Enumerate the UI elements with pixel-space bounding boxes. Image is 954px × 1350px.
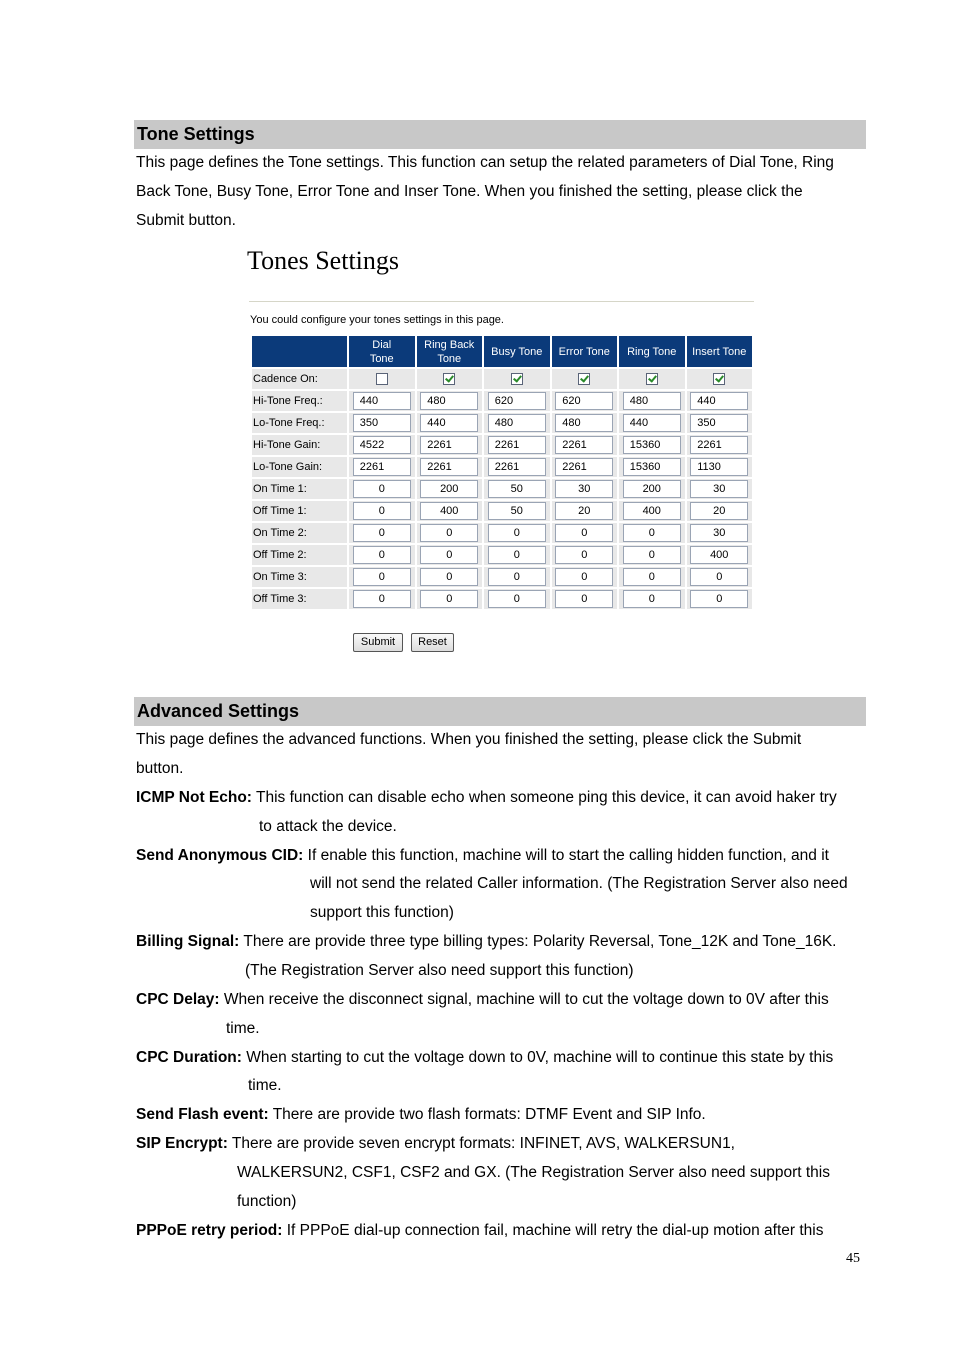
row-label: Off Time 2: <box>252 545 347 565</box>
item-term: ICMP Not Echo: <box>136 789 252 806</box>
tones-header-blank <box>252 336 347 367</box>
row-label: Cadence On: <box>252 369 347 389</box>
item-billing-signal <box>136 927 868 956</box>
tone-value-input[interactable]: 0 <box>690 568 748 586</box>
tone-settings-heading: Tone Settings <box>137 124 255 144</box>
item-term: Send Anonymous CID: <box>136 847 304 864</box>
tone-desc-line-2: Back Tone, Busy Tone, Error Tone and Inser Tone. When you finished the setting, please click the <box>136 183 803 200</box>
tone-value-input[interactable]: 1130 <box>690 458 748 476</box>
tone-value-input[interactable]: 0 <box>623 568 681 586</box>
item-send-anonymous-cid <box>136 841 868 870</box>
tone-value-input[interactable]: 2261 <box>555 458 613 476</box>
page-number: 45 <box>846 1251 860 1266</box>
table-row <box>252 457 752 477</box>
item-term: Send Flash event: <box>136 1106 269 1123</box>
tone-value-input[interactable]: 0 <box>420 568 478 586</box>
item-cpc-duration <box>136 1043 868 1072</box>
tone-value-input[interactable]: 50 <box>488 502 546 520</box>
advanced-settings-header <box>134 697 866 726</box>
tone-value-input[interactable]: 0 <box>488 568 546 586</box>
item-term: CPC Delay: <box>136 991 220 1008</box>
submit-button[interactable]: Submit <box>353 633 403 652</box>
tone-value-input[interactable]: 30 <box>690 480 748 498</box>
item-text-continued: (The Registration Server also need support this function) <box>245 962 634 979</box>
table-row <box>252 567 752 587</box>
item-icmp-not-echo <box>136 783 868 812</box>
tone-value-input[interactable]: 20 <box>690 502 748 520</box>
item-cpc-delay <box>136 985 868 1014</box>
row-label: Lo-Tone Gain: <box>252 457 347 477</box>
tone-value-input[interactable]: 440 <box>623 414 681 432</box>
item-text: If enable this function, machine will to start the calling hidden function, and it <box>307 847 829 864</box>
tones-table-header-row <box>252 336 752 367</box>
item-text-continued: time. <box>226 1020 260 1037</box>
tone-value-input[interactable]: 2261 <box>488 458 546 476</box>
item-text: This function can disable echo when someone ping this device, it can avoid haker try <box>256 789 837 806</box>
tone-desc-line-1: This page defines the Tone settings. This function can setup the related parameters of Dial Tone, Ring <box>136 154 834 171</box>
tone-value-input[interactable]: 200 <box>420 480 478 498</box>
tone-settings-header <box>134 120 866 149</box>
column-header-insert-tone: Insert Tone <box>687 336 753 367</box>
tone-value-input[interactable]: 0 <box>623 546 681 564</box>
cadence-checkbox[interactable] <box>578 373 590 385</box>
tone-value-input[interactable]: 480 <box>420 392 478 410</box>
tones-panel-subtitle: You could configure your tones settings in this page. <box>250 314 504 326</box>
item-term: CPC Duration: <box>136 1049 242 1066</box>
tone-value-input[interactable]: 2261 <box>353 458 411 476</box>
item-term: PPPoE retry period: <box>136 1222 283 1239</box>
advanced-desc-line-1: This page defines the advanced functions. When you finished the setting, please click the Submit <box>136 731 802 748</box>
tones-table <box>250 334 754 611</box>
item-text-continued: time. <box>248 1077 282 1094</box>
table-row <box>252 435 752 455</box>
tone-value-input[interactable]: 0 <box>555 546 613 564</box>
tone-value-input[interactable]: 0 <box>353 546 411 564</box>
reset-button[interactable]: Reset <box>411 633 454 652</box>
tones-panel-title: Tones Settings <box>247 246 400 275</box>
tone-value-input[interactable]: 2261 <box>488 436 546 454</box>
tone-value-input[interactable]: 350 <box>690 414 748 432</box>
row-label: Lo-Tone Freq.: <box>252 413 347 433</box>
item-text-continued: support this function) <box>310 904 454 921</box>
item-send-flash-event <box>136 1100 868 1129</box>
tone-value-input[interactable]: 440 <box>353 392 411 410</box>
table-row-cadence <box>252 369 752 389</box>
item-text: If PPPoE dial-up connection fail, machine will retry the dial-up motion after this <box>286 1222 824 1239</box>
tone-value-input[interactable]: 0 <box>555 568 613 586</box>
tone-value-input[interactable]: 30 <box>690 524 748 542</box>
row-label: Off Time 1: <box>252 501 347 521</box>
advanced-desc-line-2: button. <box>136 760 184 777</box>
tone-value-input[interactable]: 2261 <box>690 436 748 454</box>
item-text: When receive the disconnect signal, machine will to cut the voltage down to 0V after this <box>223 991 829 1008</box>
item-term: SIP Encrypt: <box>136 1135 228 1152</box>
table-row <box>252 545 752 565</box>
row-label: Off Time 3: <box>252 589 347 609</box>
tone-value-input[interactable]: 2261 <box>420 436 478 454</box>
tone-value-input[interactable]: 2261 <box>420 458 478 476</box>
row-label: Hi-Tone Gain: <box>252 435 347 455</box>
tone-settings-description <box>136 148 866 235</box>
item-text-continued: to attack the device. <box>259 818 397 835</box>
item-text: There are provide three type billing types: Polarity Reversal, Tone_12K and Tone_16K. <box>243 933 837 950</box>
tone-value-input[interactable]: 0 <box>353 480 411 498</box>
table-row <box>252 589 752 609</box>
tone-value-input[interactable]: 0 <box>623 590 681 608</box>
row-label: On Time 1: <box>252 479 347 499</box>
tone-value-input[interactable]: 15360 <box>623 436 681 454</box>
tone-value-input[interactable]: 0 <box>488 546 546 564</box>
item-sip-encrypt <box>136 1129 868 1158</box>
cadence-checkbox[interactable] <box>443 373 455 385</box>
table-row <box>252 391 752 411</box>
tone-value-input[interactable]: 0 <box>555 524 613 542</box>
tone-value-input[interactable]: 480 <box>488 414 546 432</box>
tone-value-input[interactable]: 0 <box>623 524 681 542</box>
tone-value-input[interactable]: 620 <box>555 392 613 410</box>
tone-value-input[interactable]: 20 <box>555 502 613 520</box>
item-term: Billing Signal: <box>136 933 240 950</box>
tone-value-input[interactable]: 0 <box>353 502 411 520</box>
tone-value-input[interactable]: 620 <box>488 392 546 410</box>
cadence-checkbox[interactable] <box>511 373 523 385</box>
tone-value-input[interactable]: 400 <box>690 546 748 564</box>
column-header-busy-tone: Busy Tone <box>484 336 550 367</box>
row-label: On Time 2: <box>252 523 347 543</box>
cadence-checkbox[interactable] <box>713 373 725 385</box>
item-text: There are provide two flash formats: DTMF Event and SIP Info. <box>272 1106 706 1123</box>
tone-value-input[interactable]: 480 <box>623 392 681 410</box>
tone-value-input[interactable]: 400 <box>623 502 681 520</box>
tone-value-input[interactable]: 0 <box>420 590 478 608</box>
tone-value-input[interactable]: 400 <box>420 502 478 520</box>
row-label: On Time 3: <box>252 567 347 587</box>
row-label: Hi-Tone Freq.: <box>252 391 347 411</box>
tone-value-input[interactable]: 200 <box>623 480 681 498</box>
tone-value-input[interactable]: 0 <box>353 524 411 542</box>
column-header-ring-back-tone: Ring Back Tone <box>417 336 483 367</box>
cadence-checkbox[interactable] <box>376 373 388 385</box>
tone-desc-line-3: Submit button. <box>136 212 236 229</box>
tone-value-input[interactable]: 0 <box>690 590 748 608</box>
column-header-ring-tone: Ring Tone <box>619 336 685 367</box>
tone-value-input[interactable]: 0 <box>488 590 546 608</box>
item-text-continued: WALKERSUN2, CSF1, CSF2 and GX. (The Registration Server also need support this <box>237 1164 830 1181</box>
tone-value-input[interactable]: 4522 <box>353 436 411 454</box>
tone-value-input[interactable]: 480 <box>555 414 613 432</box>
item-pppoe-retry-period <box>136 1216 868 1245</box>
cadence-checkbox[interactable] <box>646 373 658 385</box>
table-row <box>252 479 752 499</box>
tone-value-input[interactable]: 440 <box>690 392 748 410</box>
table-row <box>252 523 752 543</box>
tones-panel-divider <box>249 301 754 302</box>
tone-value-input[interactable]: 15360 <box>623 458 681 476</box>
tone-value-input[interactable]: 0 <box>420 524 478 542</box>
item-text-continued: will not send the related Caller information. (The Registration Server also need <box>310 875 848 892</box>
tone-value-input[interactable]: 0 <box>353 568 411 586</box>
item-text: There are provide seven encrypt formats: INFINET, AVS, WALKERSUN1, <box>231 1135 735 1152</box>
tone-value-input[interactable]: 0 <box>420 546 478 564</box>
column-header-dial-tone: Dial Tone <box>349 336 415 367</box>
tone-value-input[interactable]: 0 <box>353 590 411 608</box>
tone-value-input[interactable]: 350 <box>353 414 411 432</box>
tone-value-input[interactable]: 50 <box>488 480 546 498</box>
advanced-settings-heading: Advanced Settings <box>137 701 300 721</box>
advanced-settings-description <box>136 725 866 783</box>
tone-value-input[interactable]: 440 <box>420 414 478 432</box>
tone-value-input[interactable]: 2261 <box>555 436 613 454</box>
table-row <box>252 413 752 433</box>
column-header-error-tone: Error Tone <box>552 336 618 367</box>
item-text-continued: function) <box>237 1193 297 1210</box>
table-row <box>252 501 752 521</box>
item-text: When starting to cut the voltage down to 0V, machine will to continue this state by this <box>246 1049 834 1066</box>
tone-value-input[interactable]: 0 <box>488 524 546 542</box>
tone-value-input[interactable]: 0 <box>555 590 613 608</box>
tone-value-input[interactable]: 30 <box>555 480 613 498</box>
